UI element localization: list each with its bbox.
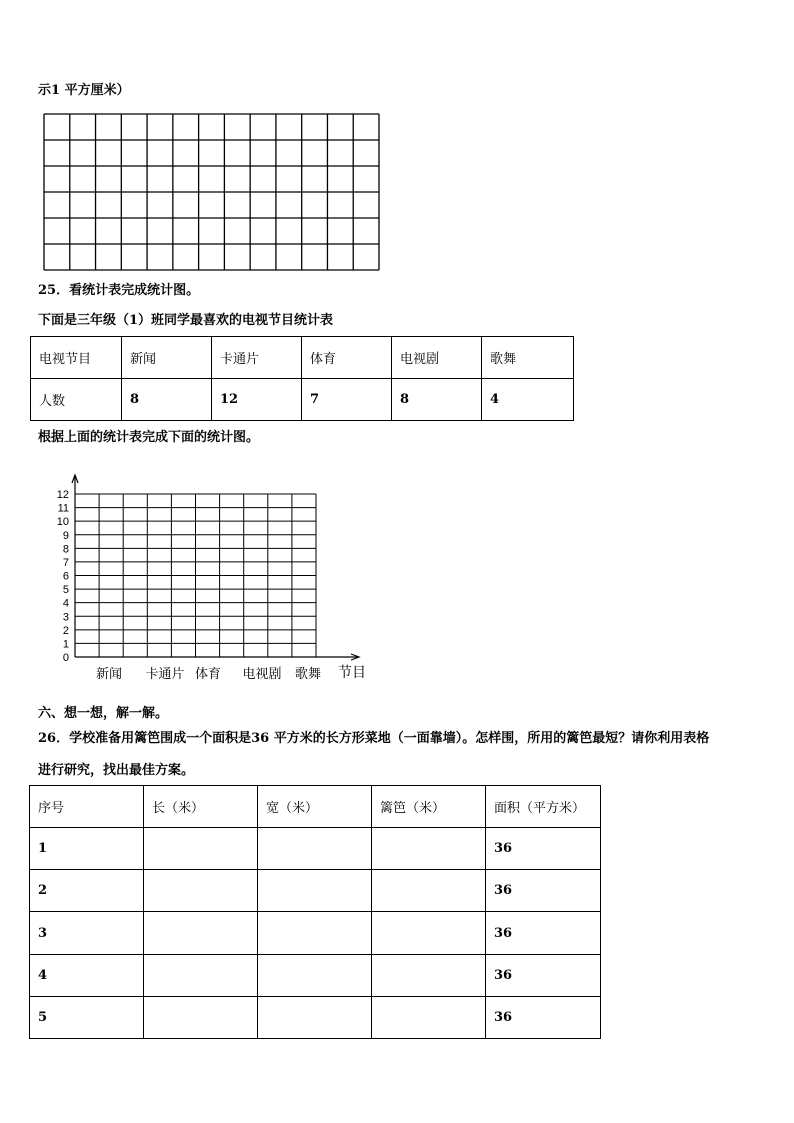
x-category-label: 体育 (194, 666, 222, 681)
fence-header-row (30, 786, 601, 828)
table-row (30, 828, 601, 870)
chart-prompt: 根据上面的统计表完成下面的统计图。 (38, 430, 260, 445)
square-grid (43, 113, 380, 271)
q25-title: 25．看统计表完成统计图。 (38, 283, 200, 298)
y-tick-label: 9 (62, 529, 69, 542)
chart-grid (75, 494, 316, 657)
y-tick-label: 4 (62, 597, 69, 610)
width-blank[interactable] (258, 954, 372, 996)
count-cell: 7 (302, 379, 392, 421)
y-tick-label: 1 (62, 638, 69, 651)
x-axis-title: 节目 (338, 664, 366, 680)
header-cell: 篱笆（米） (372, 786, 486, 828)
fence-table (29, 785, 601, 1039)
count-cell: 12 (212, 379, 302, 421)
count-cell: 4 (482, 379, 574, 421)
x-category-label: 电视剧 (242, 666, 282, 681)
header-cell: 电视节目 (31, 337, 122, 379)
y-tick-label: 7 (62, 556, 69, 569)
row-number: 1 (30, 828, 144, 870)
fence-blank[interactable] (372, 912, 486, 954)
length-blank[interactable] (144, 912, 258, 954)
y-tick-label: 2 (62, 624, 69, 637)
area-cell: 36 (486, 996, 601, 1038)
header-cell: 新闻 (122, 337, 212, 379)
table-row (30, 954, 601, 996)
length-blank[interactable] (144, 870, 258, 912)
header-cell: 体育 (302, 337, 392, 379)
section-6-title: 六、想一想，解一解。 (38, 706, 169, 721)
fence-blank[interactable] (372, 828, 486, 870)
header-cell: 卡通片 (212, 337, 302, 379)
table-row (30, 912, 601, 954)
y-tick-label: 10 (56, 516, 69, 529)
width-blank[interactable] (258, 828, 372, 870)
count-cell: 8 (122, 379, 212, 421)
row-number: 4 (30, 954, 144, 996)
y-tick-label: 12 (56, 489, 69, 501)
area-cell: 36 (486, 870, 601, 912)
area-cell: 36 (486, 828, 601, 870)
header-cell: 面积（平方米） (486, 786, 601, 828)
fence-blank[interactable] (372, 996, 486, 1038)
x-category-label: 卡通片 (145, 666, 185, 681)
length-blank[interactable] (144, 954, 258, 996)
y-tick-label: 5 (62, 584, 69, 597)
q26-line2: 进行研究，找出最佳方案。 (38, 763, 195, 778)
table-row (30, 996, 601, 1038)
width-blank[interactable] (258, 996, 372, 1038)
row-number: 3 (30, 912, 144, 954)
row-number: 5 (30, 996, 144, 1038)
bar-chart-grid (40, 470, 380, 690)
header-cell: 宽（米） (258, 786, 372, 828)
header-cell: 电视剧 (392, 337, 482, 379)
y-tick-label: 0 (62, 652, 69, 664)
count-cell: 8 (392, 379, 482, 421)
tv-stats-table (30, 336, 574, 421)
q25-table-caption: 下面是三年级（1）班同学最喜欢的电视节目统计表 (38, 313, 334, 328)
fence-blank[interactable] (372, 954, 486, 996)
row-label-cell: 人数 (31, 379, 122, 421)
header-cell: 歌舞 (482, 337, 574, 379)
y-tick-label: 6 (62, 570, 69, 583)
row-number: 2 (30, 870, 144, 912)
length-blank[interactable] (144, 996, 258, 1038)
header-cell: 序号 (30, 786, 144, 828)
length-blank[interactable] (144, 828, 258, 870)
x-category-label: 新闻 (95, 666, 123, 681)
tv-stats-header-row (31, 337, 574, 379)
area-cell: 36 (486, 912, 601, 954)
y-tick-label: 8 (62, 543, 69, 556)
fence-blank[interactable] (372, 870, 486, 912)
q24-tail-text: 示1 平方厘米） (38, 83, 130, 98)
header-cell: 长（米） (144, 786, 258, 828)
grid-lines (44, 114, 379, 270)
width-blank[interactable] (258, 912, 372, 954)
x-category-label: 歌舞 (294, 666, 322, 681)
y-tick-label: 11 (57, 502, 69, 515)
table-row (30, 870, 601, 912)
q26-line1: 26．学校准备用篱笆围成一个面积是36 平方米的长方形菜地（一面靠墙）。怎样围，所用的篱笆最短？请你利用表格 (38, 731, 710, 746)
width-blank[interactable] (258, 870, 372, 912)
area-cell: 36 (486, 954, 601, 996)
y-tick-label: 3 (62, 611, 69, 624)
tv-stats-count-row (31, 379, 574, 421)
